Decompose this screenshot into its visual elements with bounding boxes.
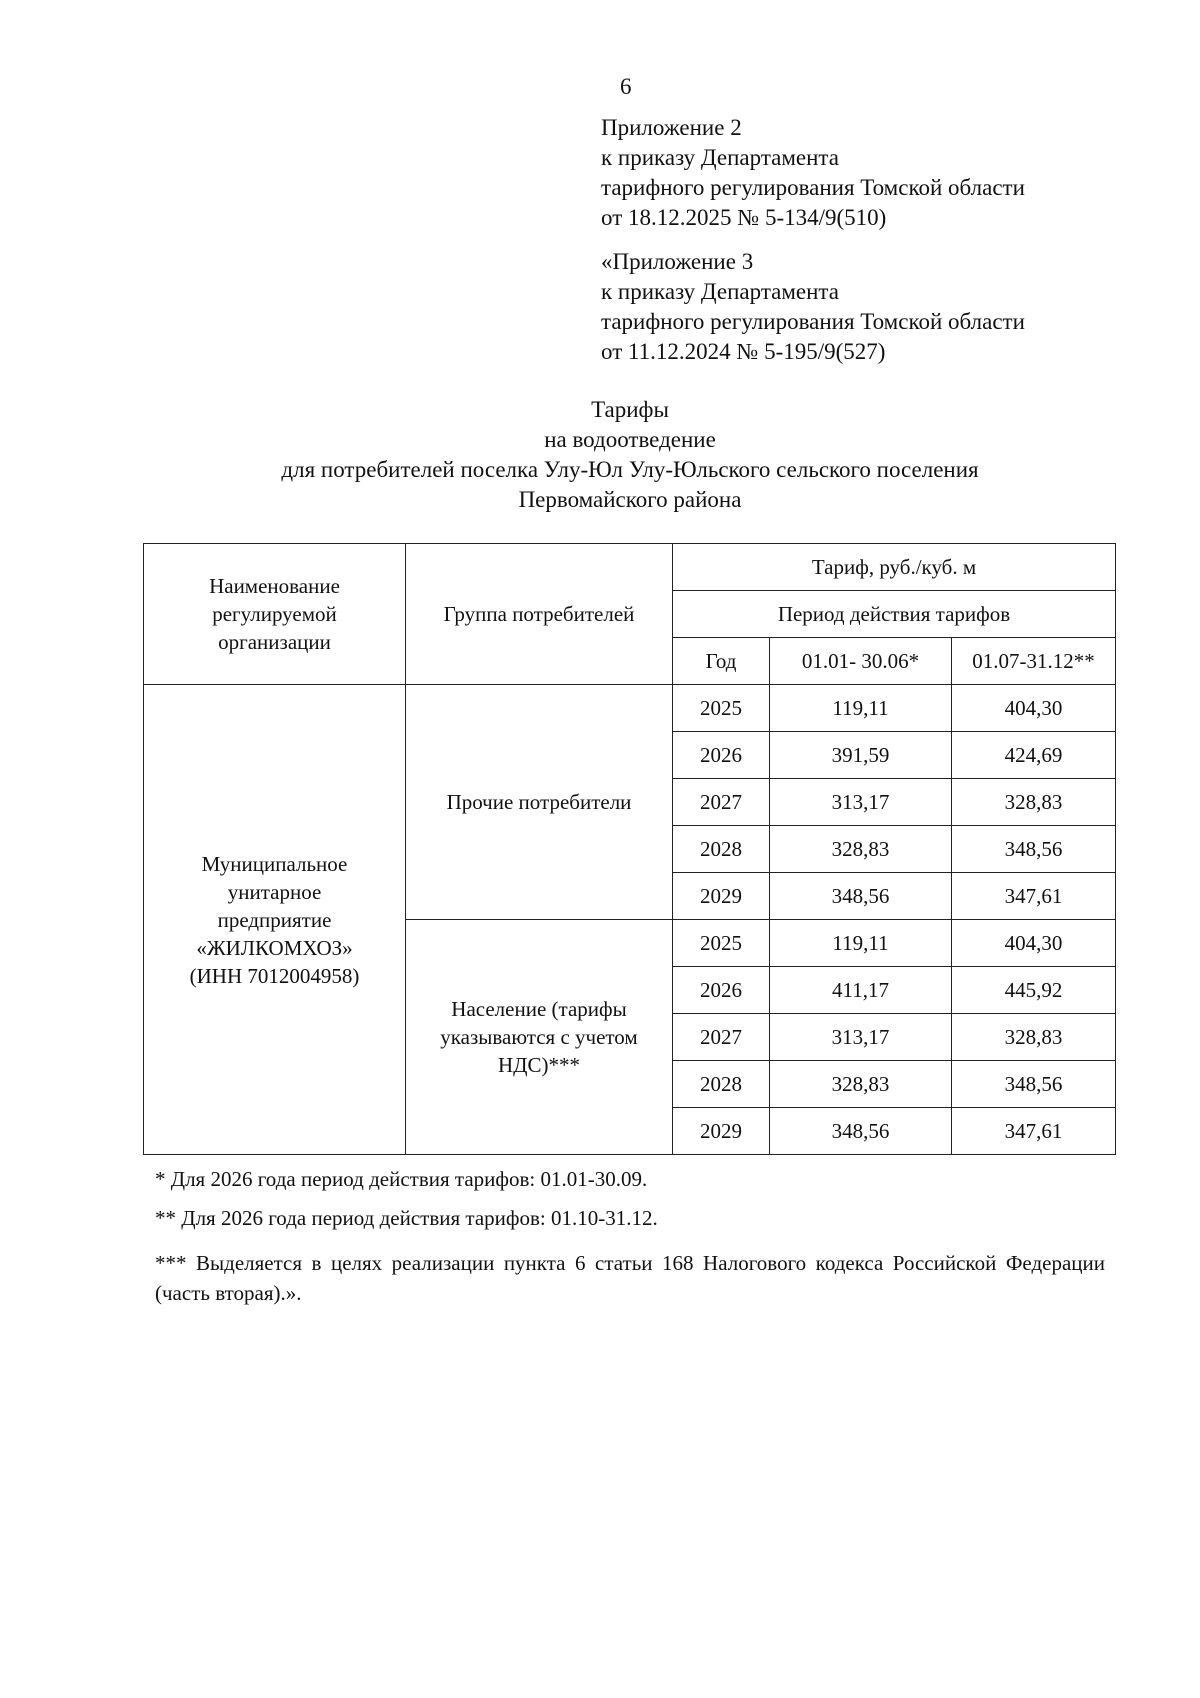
header-tariff-unit: Тариф, руб./куб. м [673, 544, 1116, 591]
appendix-line: тарифного регулирования Томской области [601, 175, 1025, 200]
header-org-name: Наименование регулируемой организации [144, 544, 406, 685]
tariff-h1-cell: 313,17 [770, 1014, 952, 1061]
appendix-line: от 18.12.2025 № 5-134/9(510) [601, 205, 887, 230]
tariff-h2-cell: 348,56 [952, 1061, 1116, 1108]
year-cell: 2029 [673, 1108, 770, 1155]
appendix-2-header [601, 113, 1025, 233]
title-line: Первомайского района [518, 487, 742, 512]
appendix-line: «Приложение 3 [601, 249, 754, 274]
header-year: Год [673, 638, 770, 685]
appendix-line: Приложение 2 [601, 115, 742, 140]
appendix-line: к приказу Департамента [601, 279, 839, 304]
tariff-h1-cell: 313,17 [770, 779, 952, 826]
year-cell: 2026 [673, 732, 770, 779]
tariff-h2-cell: 404,30 [952, 920, 1116, 967]
header-half-1: 01.01- 30.06* [770, 638, 952, 685]
document-title [0, 395, 1200, 515]
header-consumer-group: Группа потребителей [406, 544, 673, 685]
title-line: Тарифы [591, 397, 669, 422]
tariff-h2-cell: 445,92 [952, 967, 1116, 1014]
tariff-h2-cell: 404,30 [952, 685, 1116, 732]
tariff-table [143, 543, 1116, 1155]
group-name-cell: Население (тарифы указываются с учетом НДС)*** [406, 920, 673, 1155]
table-header-row [144, 544, 1116, 591]
tariff-h1-cell: 328,83 [770, 1061, 952, 1108]
tariff-h1-cell: 348,56 [770, 1108, 952, 1155]
appendix-line: от 11.12.2024 № 5-195/9(527) [601, 339, 886, 364]
tariff-h1-cell: 119,11 [770, 920, 952, 967]
footnote-3: *** Выделяется в целях реализации пункта 6 статьи 168 Налогового кодекса Российской Федерации (часть вторая).». [155, 1251, 1105, 1305]
page-number: 6 [620, 74, 632, 99]
year-cell: 2028 [673, 826, 770, 873]
year-cell: 2027 [673, 779, 770, 826]
title-line: для потребителей поселка Улу-Юл Улу-Юльского сельского поселения [281, 457, 979, 482]
tariff-h1-cell: 391,59 [770, 732, 952, 779]
appendix-line: тарифного регулирования Томской области [601, 309, 1025, 334]
year-cell: 2028 [673, 1061, 770, 1108]
appendix-line: к приказу Департамента [601, 145, 839, 170]
tariff-h1-cell: 411,17 [770, 967, 952, 1014]
group-name-cell: Прочие потребители [406, 685, 673, 920]
header-half-2: 01.07-31.12** [952, 638, 1116, 685]
tariff-h1-cell: 328,83 [770, 826, 952, 873]
organization-cell: Муниципальное унитарное предприятие «ЖИЛКОМХОЗ» (ИНН 7012004958) [144, 685, 406, 1155]
tariff-h2-cell: 328,83 [952, 779, 1116, 826]
footnote-2: ** Для 2026 года период действия тарифов: 01.10-31.12. [155, 1206, 658, 1230]
appendix-3-header [601, 247, 1025, 367]
year-cell: 2026 [673, 967, 770, 1014]
footnote-1: * Для 2026 года период действия тарифов: 01.01-30.09. [155, 1167, 648, 1191]
header-period: Период действия тарифов [673, 591, 1116, 638]
year-cell: 2025 [673, 920, 770, 967]
tariff-h2-cell: 328,83 [952, 1014, 1116, 1061]
year-cell: 2027 [673, 1014, 770, 1061]
tariff-h2-cell: 347,61 [952, 1108, 1116, 1155]
year-cell: 2029 [673, 873, 770, 920]
tariff-h1-cell: 119,11 [770, 685, 952, 732]
tariff-h2-cell: 348,56 [952, 826, 1116, 873]
tariff-h1-cell: 348,56 [770, 873, 952, 920]
year-cell: 2025 [673, 685, 770, 732]
title-line: на водоотведение [544, 427, 716, 452]
tariff-h2-cell: 424,69 [952, 732, 1116, 779]
tariff-h2-cell: 347,61 [952, 873, 1116, 920]
table-row [144, 685, 1116, 732]
